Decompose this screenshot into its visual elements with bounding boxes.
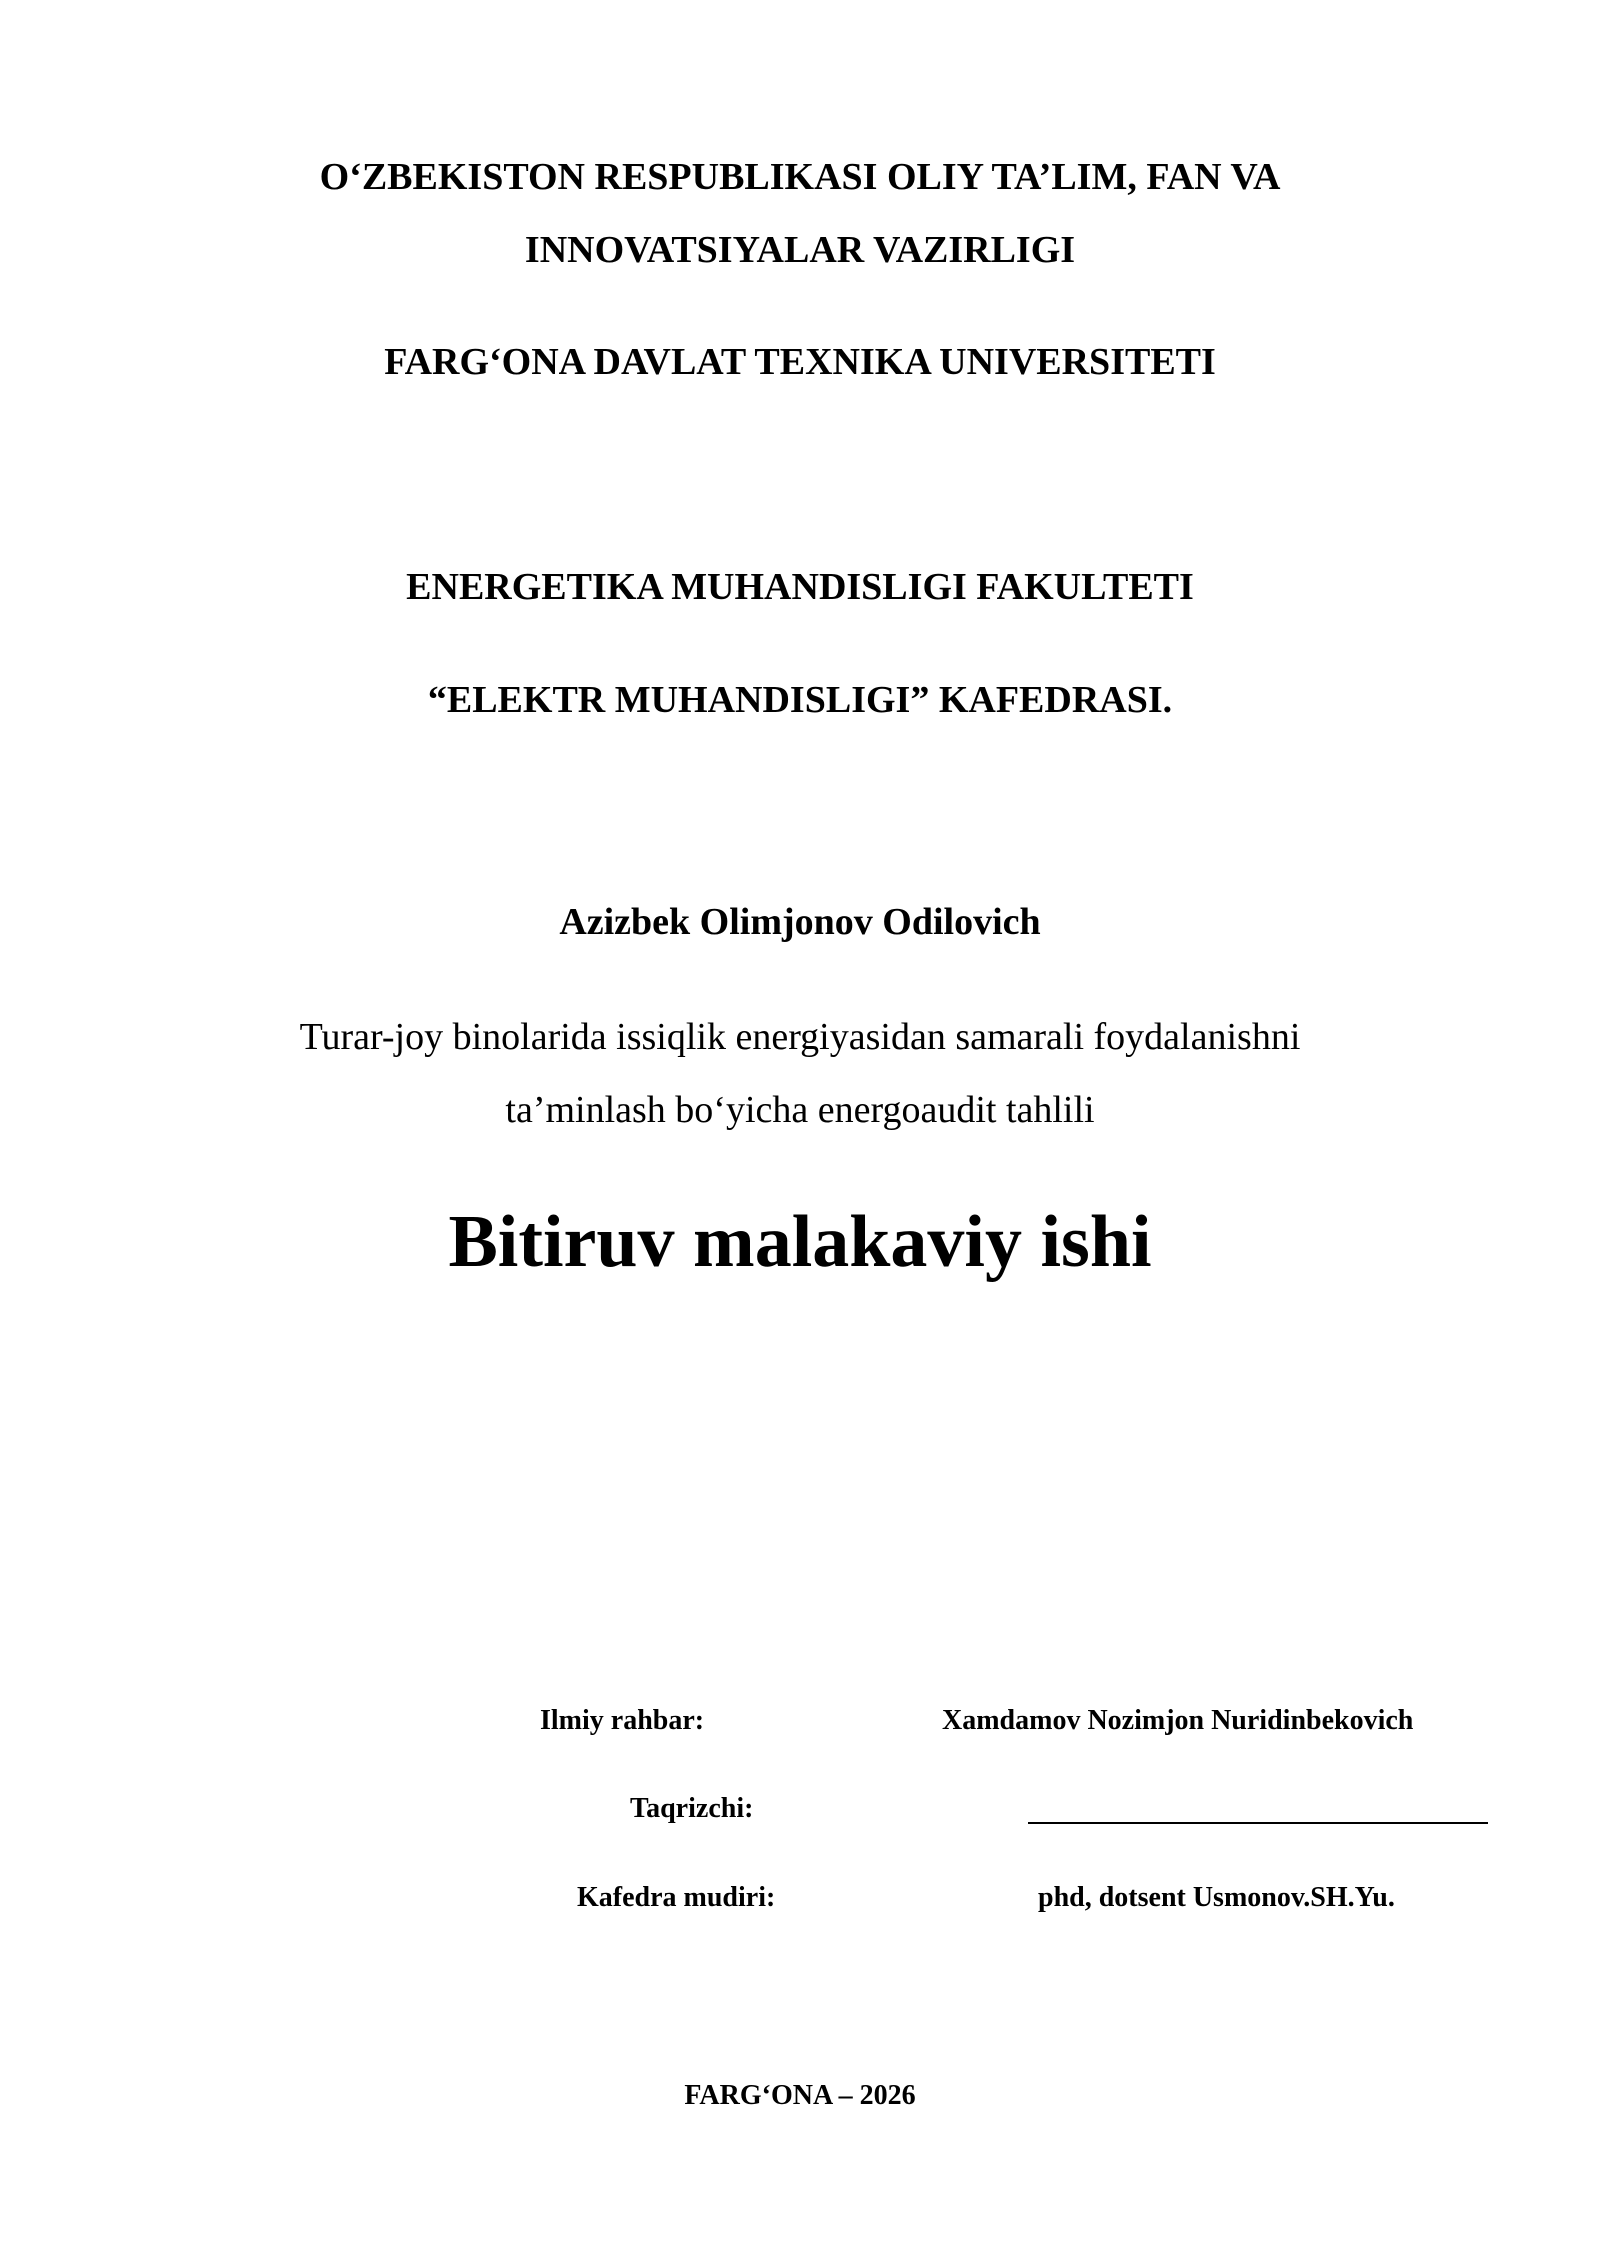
university-name: FARG‘ONA DAVLAT TEXNIKA UNIVERSITETI (384, 341, 1216, 383)
supervisor-label: Ilmiy rahbar: (540, 1705, 705, 1736)
topic-line1: Turar-joy binolarida issiqlik energiyasidan samarali foydalanishni (299, 1016, 1301, 1058)
document-type-title: Bitiruv malakaviy ishi (448, 1201, 1152, 1283)
department-head-name: phd, dotsent Usmonov.SH.Yu. (1038, 1882, 1395, 1913)
faculty-name: ENERGETIKA MUHANDISLIGI FAKULTETI (406, 566, 1194, 608)
department-name: “ELEKTR MUHANDISLIGI” KAFEDRASI. (427, 679, 1173, 721)
city-year: FARG‘ONA – 2026 (684, 2080, 916, 2111)
reviewer-label: Taqrizchi: (630, 1793, 754, 1824)
ministry-title-line1: O‘ZBEKISTON RESPUBLIKASI OLIY TA’LIM, FAN VA (319, 156, 1281, 198)
author-name: Azizbek Olimjonov Odilovich (559, 901, 1041, 943)
department-head-label: Kafedra mudiri: (577, 1882, 776, 1913)
topic-line2: ta’minlash bo‘yicha energoaudit tahlili (505, 1089, 1095, 1131)
supervisor-name: Xamdamov Nozimjon Nuridinbekovich (942, 1705, 1414, 1736)
ministry-title-line2: INNOVATSIYALAR VAZIRLIGI (524, 229, 1076, 271)
reviewer-signature-line (1028, 1822, 1488, 1824)
